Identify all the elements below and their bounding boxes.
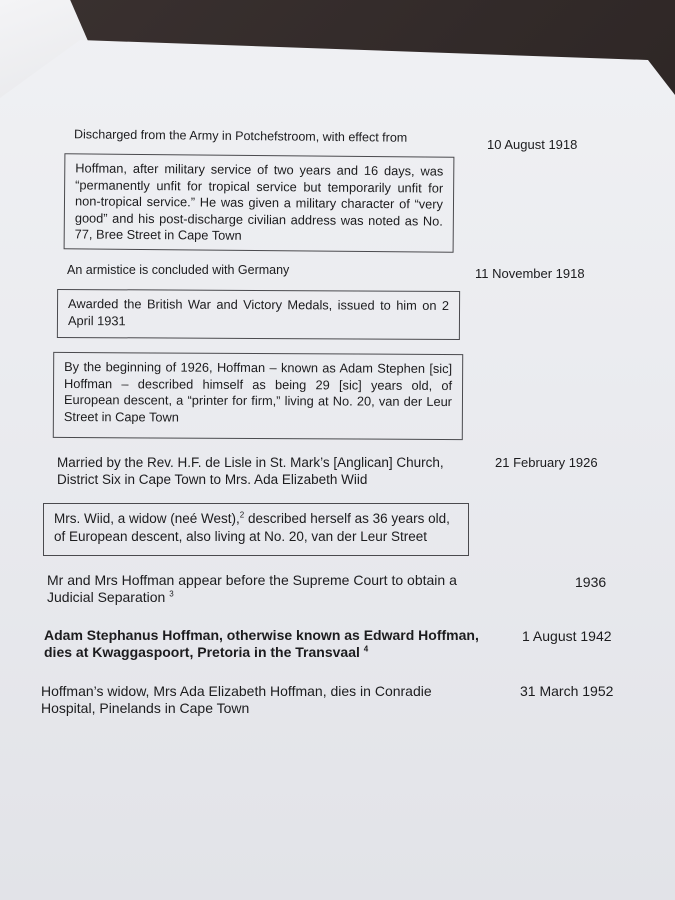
entry-text-line: Mr and Mrs Hoffman appear before the Supreme Court to obtain a bbox=[47, 572, 457, 588]
box-text: Mrs. Wiid, a widow (neé West), bbox=[54, 511, 240, 526]
entry-text-line: Married by the Rev. H.F. de Lisle in St. Mark’s [Anglican] Church, bbox=[57, 455, 444, 470]
entry-box: Hoffman, after military service of two years and 16 days, was “permanently unfit for tropical service but temporarily unfit for non-tropical service.” He was given a military character of “very good” and his post-discharge civilian address was noted as No. 77, Bree Street in Cape Town bbox=[64, 153, 455, 252]
entry-text-line: Hospital, Pinelands in Cape Town bbox=[41, 700, 250, 716]
entry-box bbox=[43, 503, 469, 556]
entry-text-line bbox=[44, 644, 368, 661]
entry-text-line: District Six in Cape Town to Mrs. Ada Elizabeth Wiid bbox=[57, 472, 368, 487]
box-text: of European descent, also living at No. 20, van der Leur Street bbox=[54, 529, 427, 544]
entry-text-line: Adam Stephanus Hoffman, otherwise known as Edward Hoffman, bbox=[44, 627, 479, 643]
entry-date: 1936 bbox=[575, 574, 607, 590]
entry-text: dies at Kwaggaspoort, Pretoria in the Transvaal bbox=[44, 644, 360, 660]
entry-date: 10 August 1918 bbox=[487, 137, 578, 152]
entry-text: An armistice is concluded with Germany bbox=[67, 263, 290, 277]
entry-date: 31 March 1952 bbox=[520, 683, 614, 699]
footnote-marker: 4 bbox=[363, 644, 369, 654]
footnote-marker: 2 bbox=[239, 510, 245, 520]
entry-box: Awarded the British War and Victory Medals, issued to him on 2 April 1931 bbox=[57, 289, 460, 340]
entry-date: 11 November 1918 bbox=[475, 266, 585, 281]
entry-date: 21 February 1926 bbox=[495, 455, 598, 470]
entry-text-line: Hoffman’s widow, Mrs Ada Elizabeth Hoffman, dies in Conradie bbox=[41, 683, 432, 699]
entry-text-line bbox=[47, 589, 174, 606]
entry-text: Discharged from the Army in Potchefstroom, with effect from bbox=[73, 127, 408, 145]
box-text: described herself as 36 years old, bbox=[248, 511, 450, 526]
entry-date: 1 August 1942 bbox=[522, 628, 612, 644]
entry-text: Judicial Separation bbox=[47, 589, 166, 605]
footnote-marker: 3 bbox=[169, 589, 174, 599]
entry-box: By the beginning of 1926, Hoffman – known as Adam Stephen [sic] Hoffman – described himself as being 29 [sic] years old, of European descent, a “printer for firm,” living at No. 20, van der Leur Street in Cape Town bbox=[53, 352, 463, 440]
